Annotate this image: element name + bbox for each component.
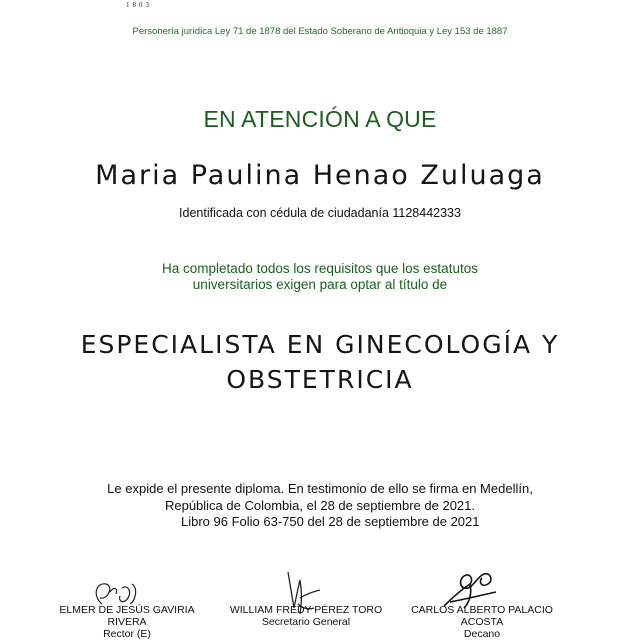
requirements-line-1: Ha completado todos los requisitos que los estatutos [162, 261, 478, 276]
signatory-role: Decano [463, 628, 501, 640]
legal-status-line: Personería jurídica Ley 71 de 1878 del Estado Soberano de Antioquia y Ley 153 de 1887 [132, 26, 508, 37]
issue-line-2: República de Colombia, el 28 de septiembre de 2021. [164, 498, 476, 513]
signatory-name: CARLOS ALBERTO PALACIO [411, 604, 553, 616]
issue-statement [0, 480, 640, 514]
issue-line-1: Le expide el presente diploma. En testimonio de ello se firma en Medellín, [107, 481, 533, 496]
degree-title [0, 327, 640, 397]
signatory-secretary [226, 604, 386, 628]
diploma-heading: EN ATENCIÓN A QUE [203, 106, 437, 132]
requirements-line-2: universitarios exigen para optar al título de [192, 277, 448, 292]
requirements-text [0, 261, 640, 293]
degree-line-2: OBSTETRICIA [226, 365, 414, 394]
graduate-name: Maria Paulina Henao Zuluaga [95, 160, 545, 191]
signatory-role: Rector (E) [103, 628, 151, 640]
signatory-name-line-2: ACOSTA [460, 616, 504, 628]
founding-year: 1803 [126, 1, 152, 9]
signatory-dean [404, 604, 560, 640]
degree-line-1: ESPECIALISTA EN GINECOLOGÍA Y [80, 330, 560, 359]
book-folio-line: Libro 96 Folio 63-750 del 28 de septiembre de 2021 [181, 514, 480, 529]
id-line: Identificada con cédula de ciudadanía 1128442333 [179, 206, 461, 220]
signatory-role: Secretario General [261, 616, 351, 628]
signatory-name: WILLIAM FREDY PÉREZ TORO [229, 604, 383, 616]
signatory-name: ELMER DE JESÚS GAVIRIA RIVERA [59, 604, 195, 628]
signatory-rector [40, 604, 214, 640]
